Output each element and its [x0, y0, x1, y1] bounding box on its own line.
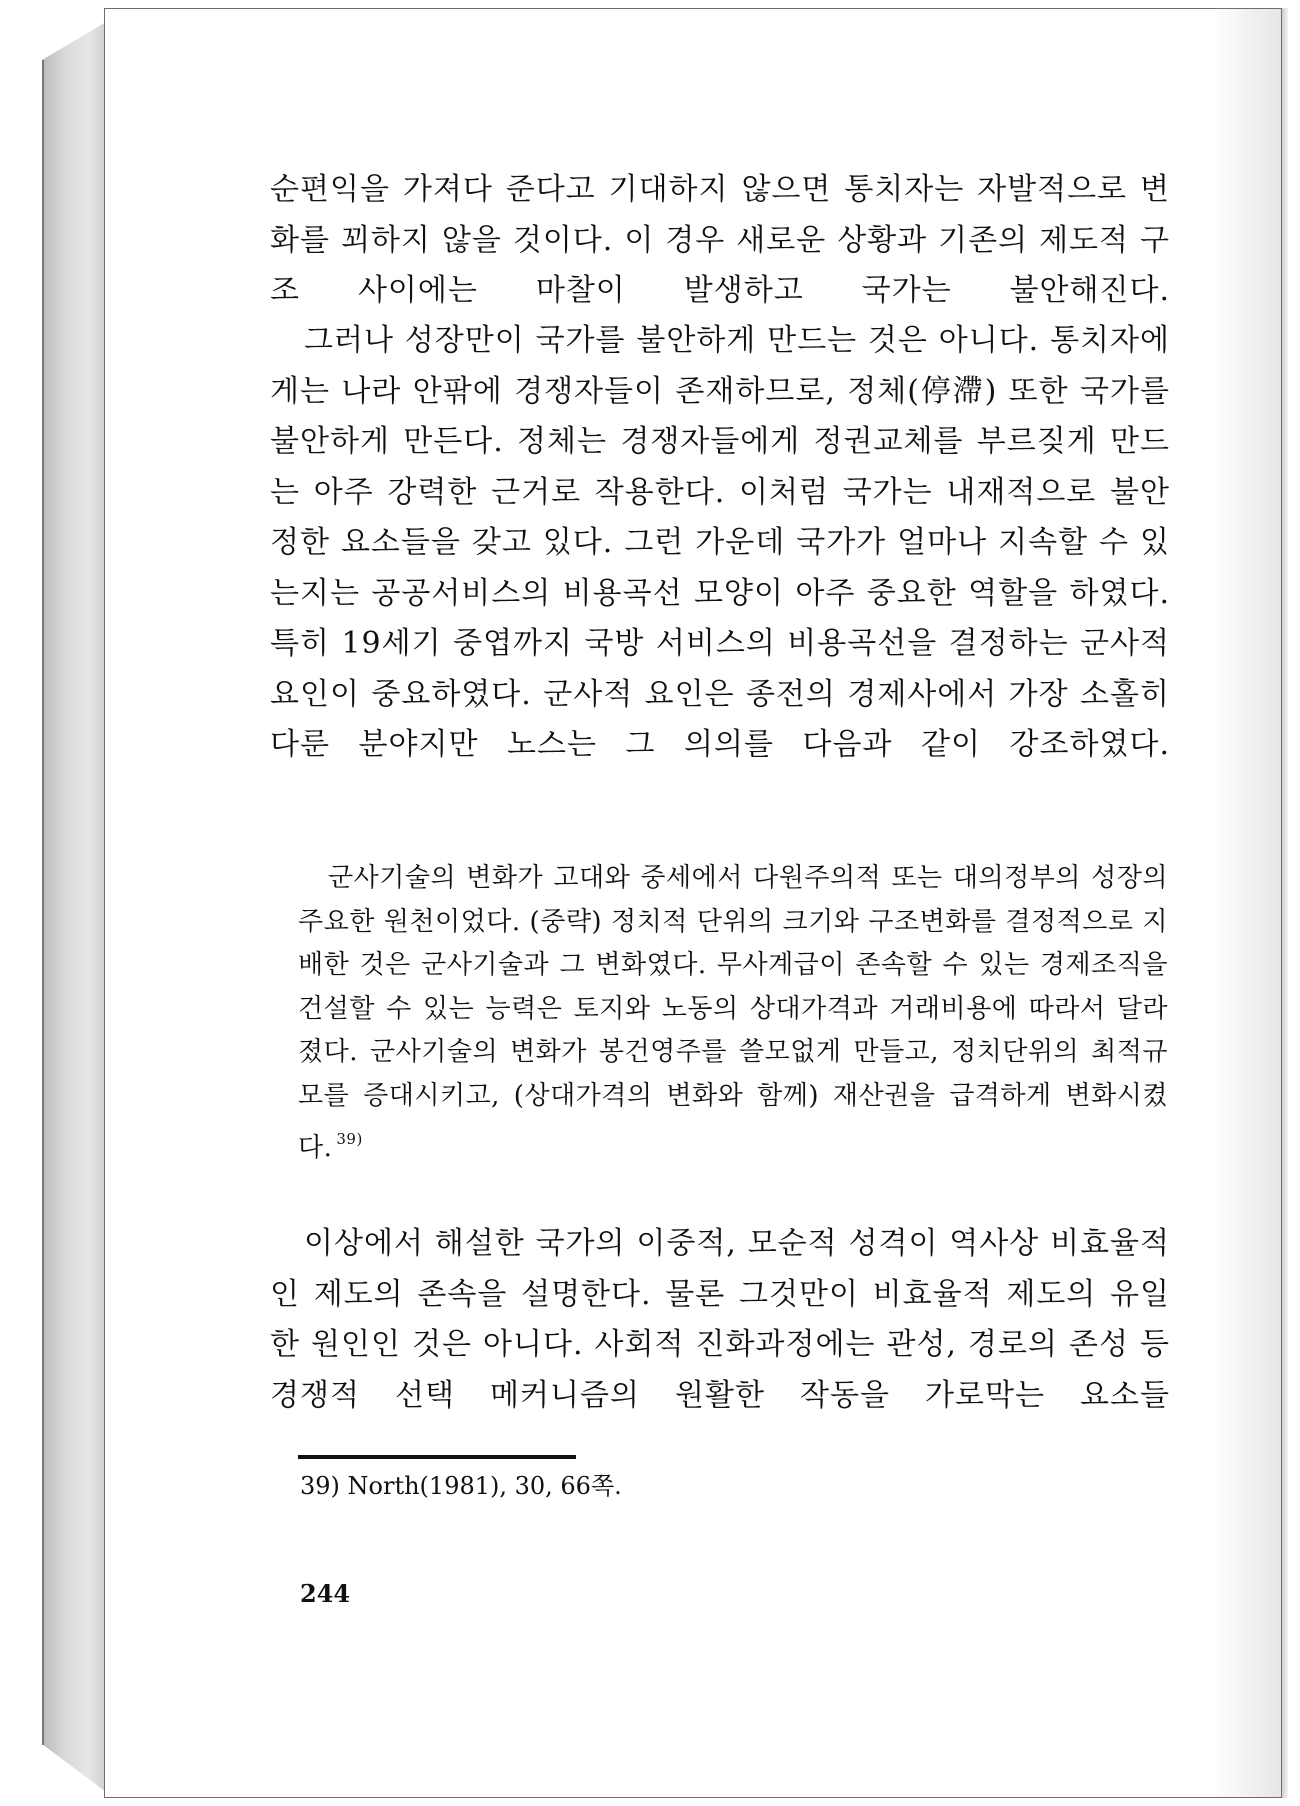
block-quote — [298, 857, 1168, 1171]
page-right-edge — [1282, 8, 1288, 1798]
page-number: 244 — [300, 1579, 351, 1608]
body-paragraph-2: 그러나 성장만이 국가를 불안하게 만드는 것은 아니다. 통치자에게는 나라 안팎에 경쟁자들이 존재하므로, 정체(停滯) 또한 국가를 불안하게 만든다. 정체는 경쟁자들에게 정권교체를 부르짖게 만드는 아주 강력한 근거로 작용한다. 이처럼 국가는 내재적으로 불안정한 요소들을 갖고 있다. 그런 가운데 국가가 얼마나 지속할 수 있는지는 공공서비스의 비용곡선 모양이 아주 중요한 역할을 하였다. 특히 19세기 중엽까지 국방 서비스의 비용곡선을 결정하는 군사적 요인이 중요하였다. 군사적 요인은 종전의 경제사에서 가장 소홀히 다룬 분야지만 노스는 그 의의를 다음과 같이 강조하였다. — [270, 323, 1170, 762]
footnote-reference: 39) — [336, 1130, 363, 1148]
page-edge-shadow — [1211, 9, 1281, 1797]
body-paragraph-1: 순편익을 가져다 준다고 기대하지 않으면 통치자는 자발적으로 변화를 꾀하지 않을 것이다. 이 경우 새로운 상황과 기존의 제도적 구조 사이에는 마찰이 발생하고 국가는 불안해진다. — [270, 172, 1170, 308]
spine-edge-line — [42, 60, 44, 1745]
footnote: 39) North(1981), 30, 66쪽. — [300, 1472, 622, 1500]
footnote-separator — [298, 1455, 576, 1459]
body-paragraph-3: 이상에서 해설한 국가의 이중적, 모순적 성격이 역사상 비효율적인 제도의 존속을 설명한다. 물론 그것만이 비효율적 제도의 유일한 원인인 것은 아니다. 사회적 진화과정에는 관성, 경로의 존성 등 경쟁적 선택 메커니즘의 원활한 작동을 가로막는 요소들 — [270, 1226, 1170, 1413]
book-spine — [42, 22, 107, 1792]
block-quote-text: 군사기술의 변화가 고대와 중세에서 다원주의적 또는 대의정부의 성장의 주요한 원천이었다. (중략) 정치적 단위의 크기와 구조변화를 결정적으로 지배한 것은 군사기술과 그 변화였다. 무사계급이 존속할 수 있는 경제조직을 건설할 수 있는 능력은 토지와 노동의 상대가격과 거래비용에 따라서 달라졌다. 군사기술의 변화가 봉건영주를 쓸모없게 만들고, 정치단위의 최적규모를 증대시키고, (상대가격의 변화와 함께) 재산권을 급격하게 변화시켰다. — [298, 863, 1168, 1163]
